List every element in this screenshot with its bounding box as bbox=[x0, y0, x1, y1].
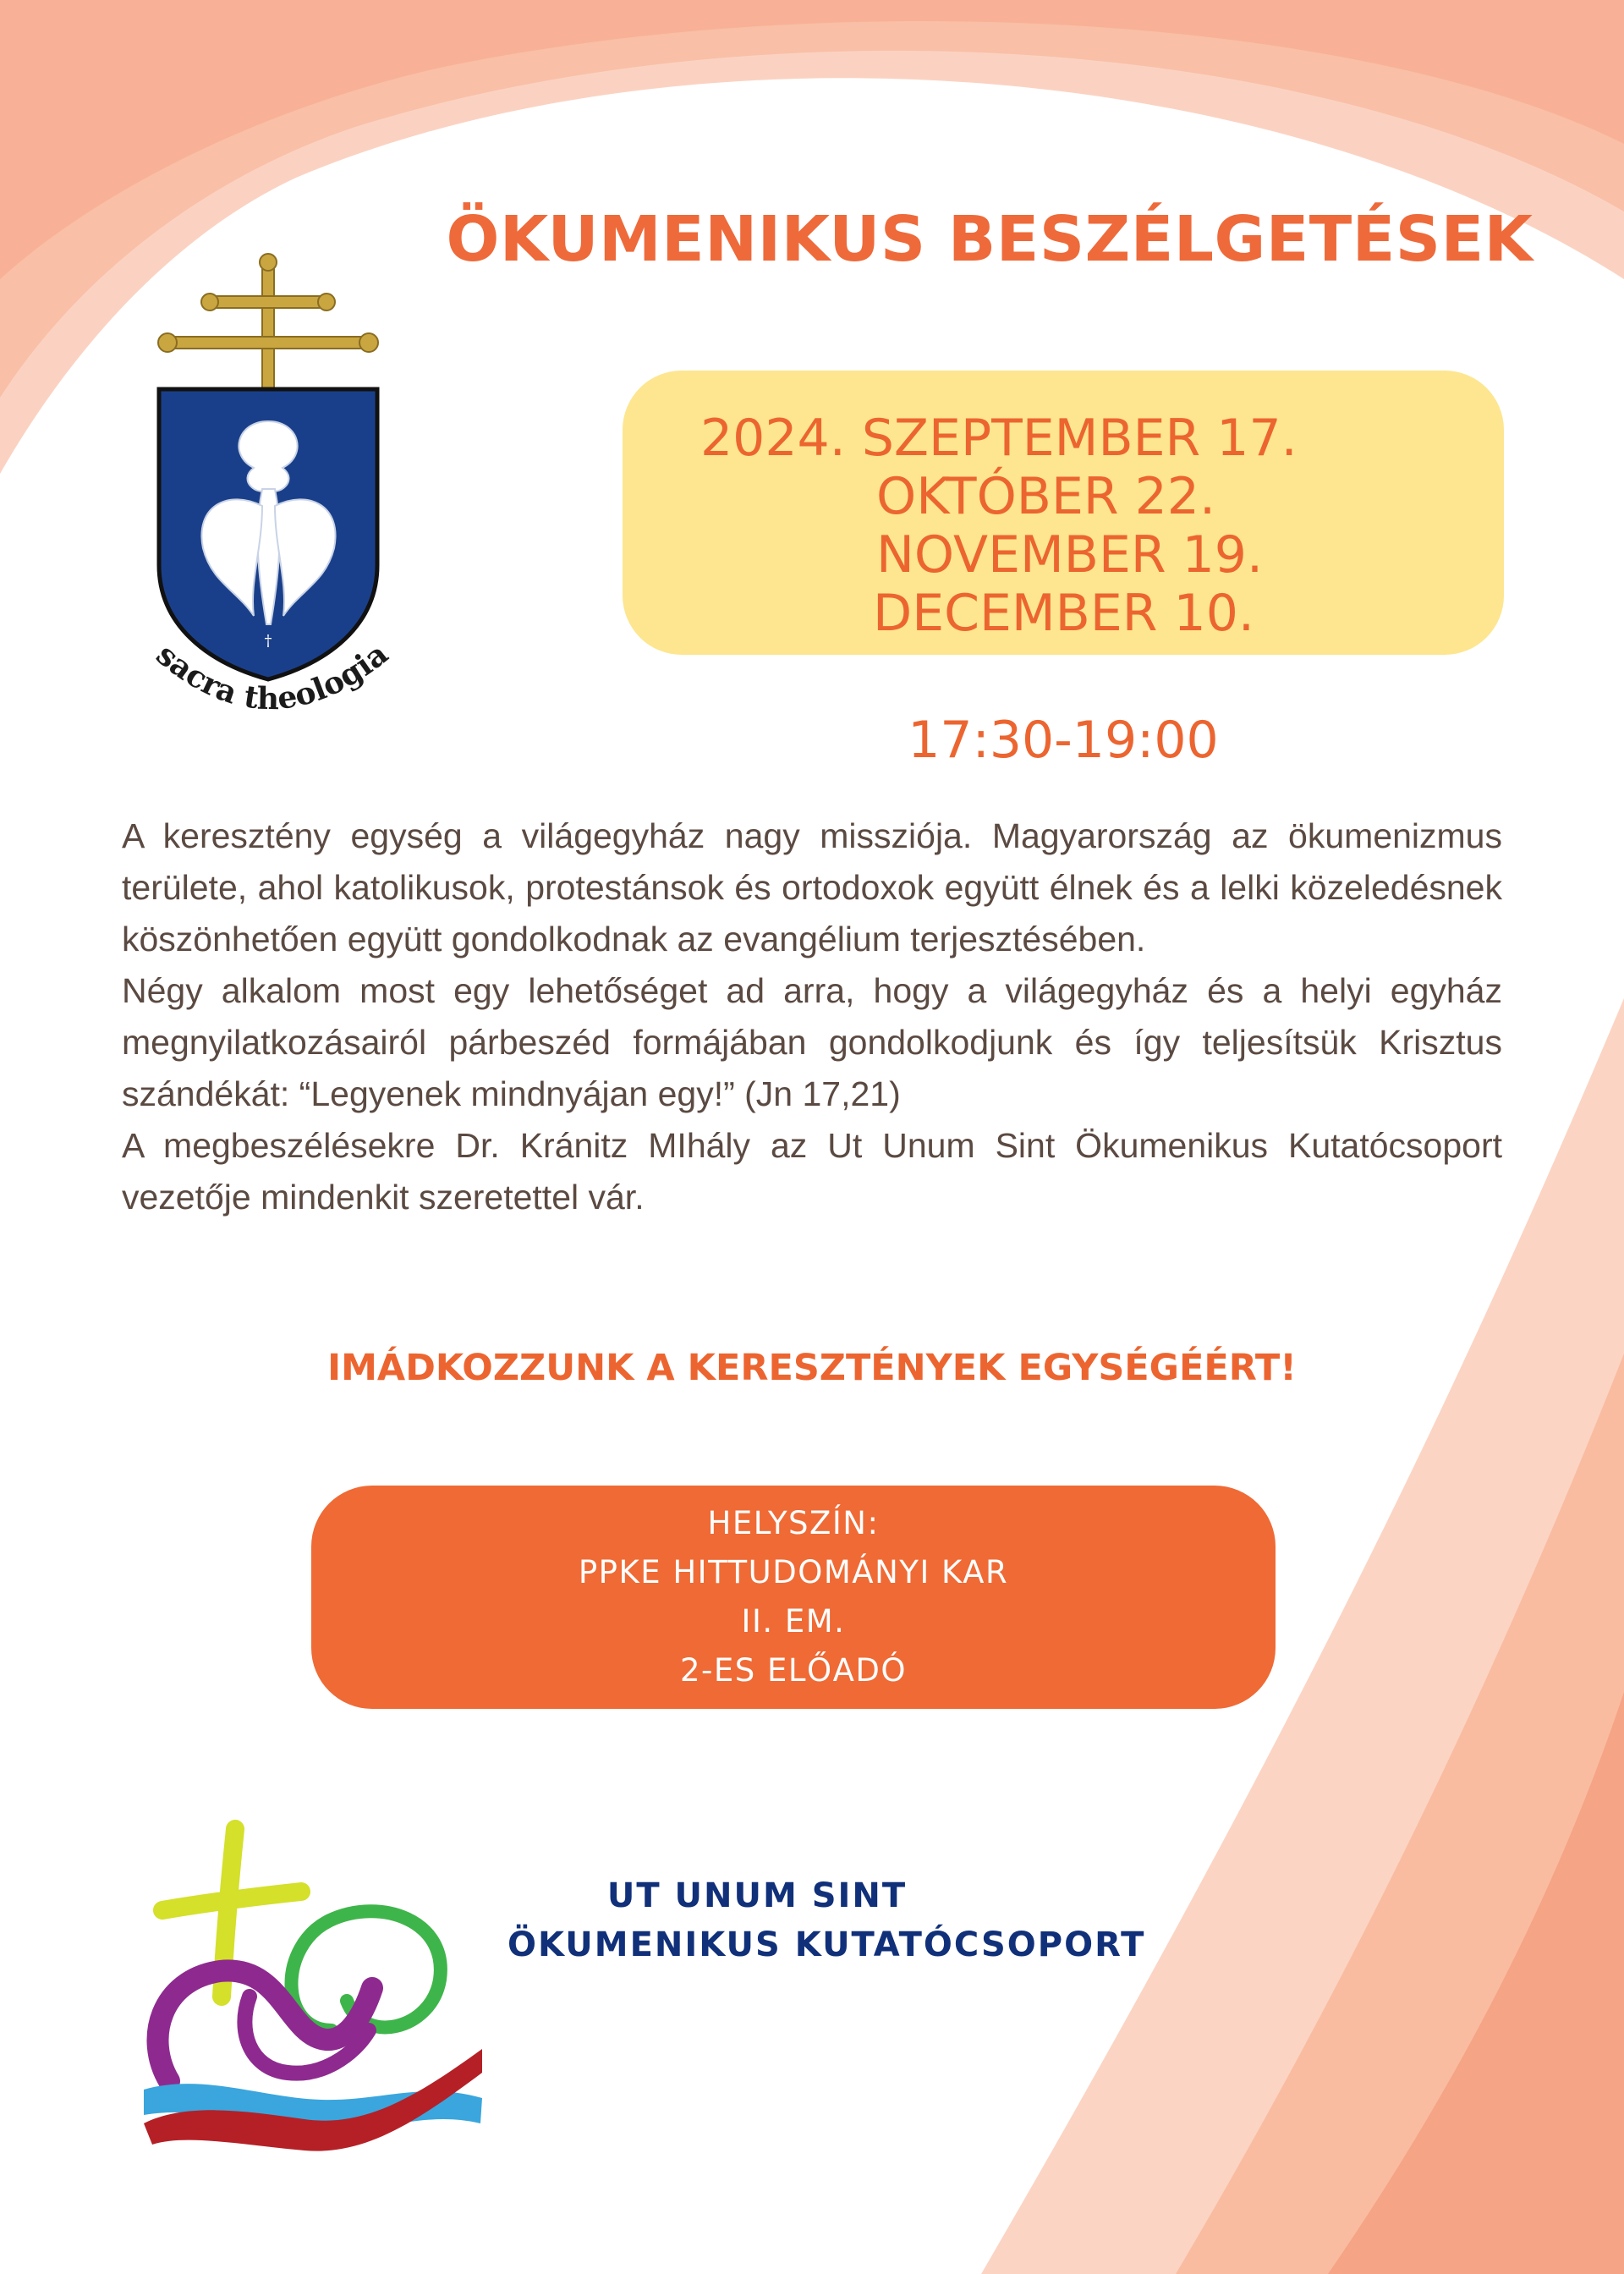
description-text bbox=[122, 810, 1502, 1223]
emblem-motto: sacra theologia bbox=[149, 635, 395, 717]
paragraph-3: A megbeszélésekre Dr. Kránitz MIhály az Ut Unum Sint Ökumenikus Kutatócsoport vezetője mindenkit szeretettel vár. bbox=[122, 1126, 1502, 1217]
location-line-2: PPKE HITTUDOMÁNYI KAR bbox=[578, 1554, 1009, 1590]
research-group-name bbox=[508, 1871, 1146, 1969]
group-name-line-1: UT UNUM SINT bbox=[606, 1876, 908, 1915]
paragraph-1: A keresztény egység a világegyház nagy missziója. Magyarország az ökumenizmus területe, ahol katolikusok, protestánsok és ortodoxok együtt élnek és a lelki közeledésnek köszönhetően együtt gondolkodnak az evangélium terjesztésében. bbox=[122, 816, 1502, 958]
location-line-3: II. EM. bbox=[741, 1603, 846, 1640]
group-name-line-2: ÖKUMENIKUS KUTATÓCSOPORT bbox=[508, 1925, 1146, 1964]
location-line-4: 2-ES ELŐADÓ bbox=[679, 1652, 908, 1689]
paragraph-2: Négy alkalom most egy lehetőséget ad arra, hogy a világegyház és a helyi egyház megnyilatkozásairól párbeszéd formájában gondolkodjunk és így teljesítsük Krisztus szándékát: “Legyenek mindnyájan egy!” (Jn 17,21) bbox=[122, 971, 1502, 1113]
call-to-prayer: IMÁDKOZZUNK A KERESZTÉNYEK EGYSÉGÉÉRT! bbox=[327, 1347, 1297, 1389]
page-title: ÖKUMENIKUS BESZÉLGETÉSEK bbox=[446, 203, 1533, 276]
cross-shield-lily-emblem-icon bbox=[135, 252, 414, 726]
date-line-3: NOVEMBER 19. bbox=[876, 525, 1264, 585]
date-line-2: OKTÓBER 22. bbox=[876, 467, 1216, 526]
date-line-1: 2024. SZEPTEMBER 17. bbox=[700, 409, 1298, 468]
event-time: 17:30-19:00 bbox=[908, 711, 1219, 770]
ut-unum-sint-logo-icon bbox=[135, 1819, 491, 2157]
svg-text:†: † bbox=[264, 632, 272, 650]
location-line-1: HELYSZÍN: bbox=[707, 1505, 880, 1541]
location-box bbox=[311, 1486, 1276, 1709]
dates-box bbox=[623, 371, 1504, 655]
date-line-4: DECEMBER 10. bbox=[873, 584, 1254, 643]
